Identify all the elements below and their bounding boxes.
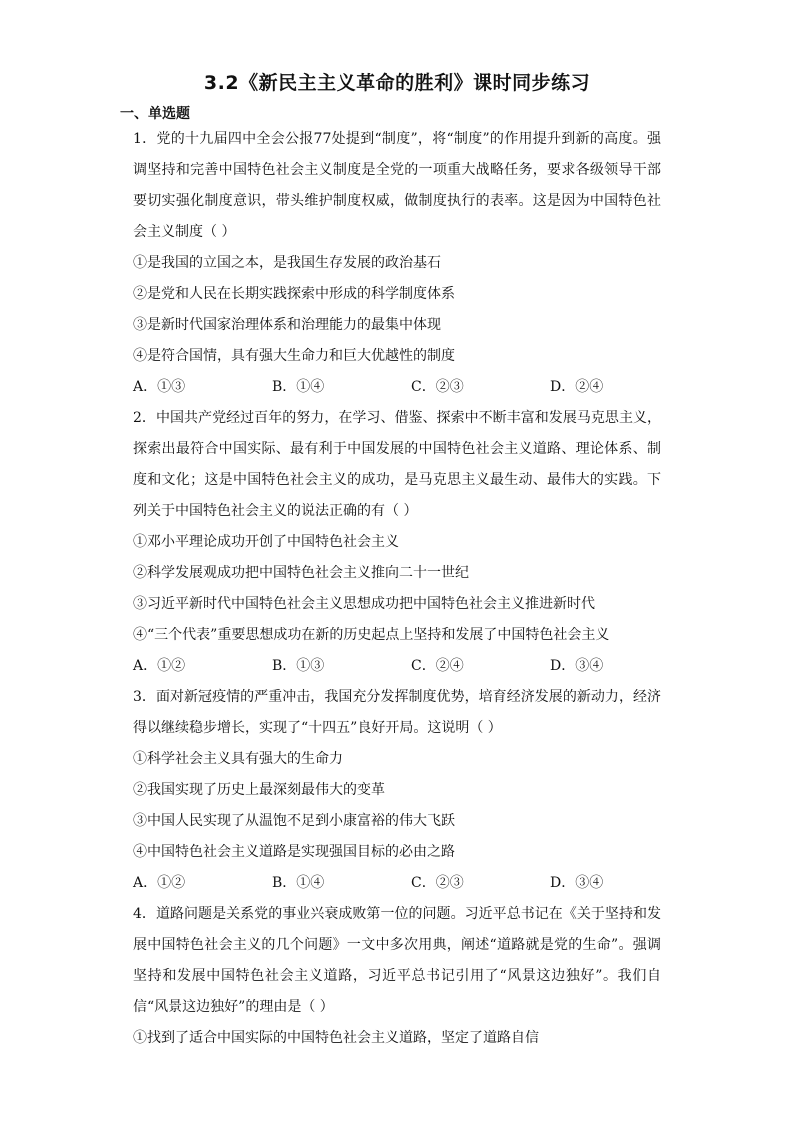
choice-a: A．①②	[133, 875, 186, 891]
answer-choices	[133, 372, 661, 403]
page-title: 3.2《新民主主义革命的胜利》课时同步练习	[203, 72, 591, 94]
answer-choices	[133, 651, 661, 682]
question-2	[133, 403, 661, 682]
question-option: ②我国实现了历史上最深刻最伟大的变革	[133, 782, 385, 798]
choice-b: B．①④	[272, 379, 325, 395]
question-option: ③中国人民实现了从温饱不足到小康富裕的伟大飞跃	[133, 813, 455, 829]
question-stem: 1．党的十九届四中全会公报77处提到“制度”，将“制度”的作用提升到新的高度。强调坚持和完善中国特色社会主义制度是全党的一项重大战略任务，要求各级领导干部要切实强化制度意识，带头维护制度权威，做制度执行的表率。这是因为中国特色社会主义制度（ ）	[133, 131, 661, 240]
question-option: ③习近平新时代中国特色社会主义思想成功把中国特色社会主义推进新时代	[133, 596, 595, 612]
question-list	[133, 124, 661, 1054]
question-option: ④“三个代表”重要思想成功在新的历史起点上坚持和发展了中国特色社会主义	[133, 627, 610, 643]
question-4	[133, 899, 661, 1054]
question-option: ①是我国的立国之本，是我国生存发展的政治基石	[133, 255, 441, 271]
question-option: ①找到了适合中国实际的中国特色社会主义道路，坚定了道路自信	[133, 1030, 539, 1046]
choice-d: D．③④	[550, 875, 604, 891]
answer-choices	[133, 868, 661, 899]
question-option: ②是党和人民在长期实践探索中形成的科学制度体系	[133, 286, 455, 302]
question-option: ③是新时代国家治理体系和治理能力的最集中体现	[133, 317, 441, 333]
choice-c: C．②③	[411, 379, 464, 395]
question-1	[133, 124, 661, 403]
question-stem: 2．中国共产党经过百年的努力，在学习、借鉴、探索中不断丰富和发展马克思主义，探索出最符合中国实际、最有利于中国发展的中国特色社会主义道路、理论体系、制度和文化；这是中国特色社会主义的成功，是马克思主义最生动、最伟大的实践。下列关于中国特色社会主义的说法正确的有（ ）	[133, 410, 661, 519]
question-option: ④中国特色社会主义道路是实现强国目标的必由之路	[133, 844, 455, 860]
question-stem: 4．道路问题是关系党的事业兴衰成败第一位的问题。习近平总书记在《关于坚持和发展中国特色社会主义的几个问题》一文中多次用典，阐述“道路就是党的生命”。强调坚持和发展中国特色社会主义道路，习近平总书记引用了“风景这边独好”。我们自信“风景这边独好”的理由是（ ）	[133, 906, 661, 1015]
choice-c: C．②③	[411, 875, 464, 891]
choice-d: D．②④	[550, 379, 604, 395]
question-stem: 3．面对新冠疫情的严重冲击，我国充分发挥制度优势，培育经济发展的新动力，经济得以继续稳步增长，实现了“十四五”良好开局。这说明（ ）	[133, 689, 661, 736]
question-3	[133, 682, 661, 899]
question-option: ①邓小平理论成功开创了中国特色社会主义	[133, 534, 399, 550]
choice-a: A．①②	[133, 658, 186, 674]
choice-b: B．①③	[272, 658, 325, 674]
choice-b: B．①④	[272, 875, 325, 891]
choice-c: C．②④	[411, 658, 464, 674]
question-option: ②科学发展观成功把中国特色社会主义推向二十一世纪	[133, 565, 469, 581]
question-option: ④是符合国情，具有强大生命力和巨大优越性的制度	[133, 348, 455, 364]
section-heading: 一、单选题	[120, 106, 190, 122]
choice-a: A．①③	[133, 379, 186, 395]
choice-d: D．③④	[550, 658, 604, 674]
question-option: ①科学社会主义具有强大的生命力	[133, 751, 343, 767]
